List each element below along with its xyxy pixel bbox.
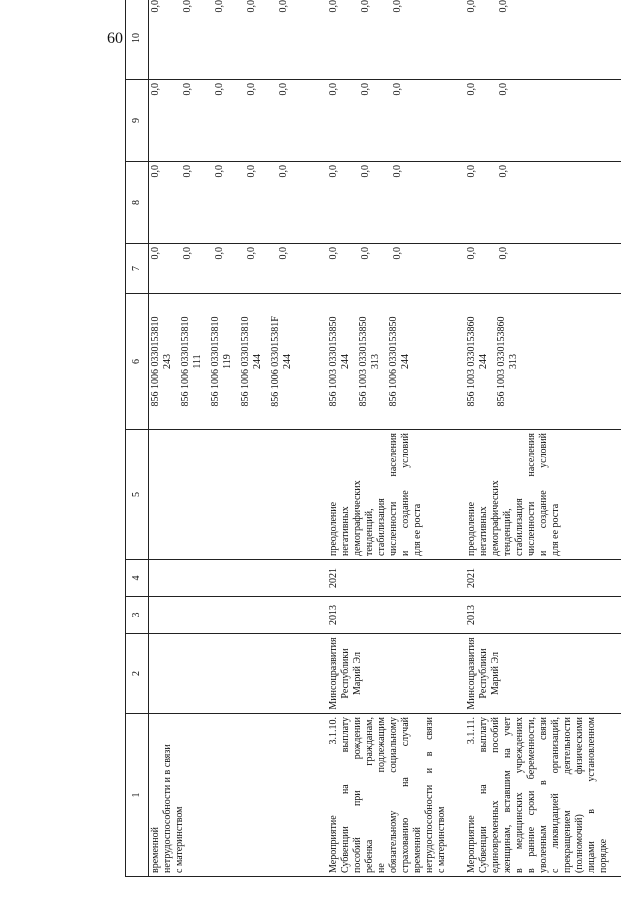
value-number: 0,0 — [246, 0, 257, 13]
value-number: 0,0 — [278, 247, 289, 260]
description-line: порядке — [598, 838, 609, 873]
description-line: нетрудоспособности и в связи — [424, 717, 435, 873]
activity-row — [465, 0, 611, 877]
value-number: 0,0 — [182, 247, 193, 260]
value-cell — [465, 0, 611, 80]
description-line: в ранние сроки беременности, — [526, 717, 537, 873]
spacer-cell — [449, 80, 465, 162]
result-line: тенденций, — [364, 508, 375, 556]
empty-cell — [149, 634, 312, 714]
budget-code: 856 1006 033015381F 244 — [270, 316, 293, 407]
end-cell — [611, 714, 621, 877]
description-line: уволенным в связи — [538, 717, 549, 873]
column-number-cell: 5 — [126, 430, 149, 560]
budget-code: 856 1006 0330153810 119 — [210, 316, 233, 407]
end-cell — [611, 634, 621, 714]
column-number-cell: 1 — [126, 714, 149, 877]
spacer-cell — [449, 0, 465, 80]
empty-cell — [149, 597, 312, 634]
spacer-cell — [311, 294, 327, 430]
value-number: 0,0 — [360, 0, 371, 13]
start-year: 2013 — [465, 597, 611, 634]
table-body — [149, 0, 622, 877]
budget-codes-cell — [327, 294, 449, 430]
description-line: с материнством — [436, 806, 447, 873]
spacer-cell — [449, 634, 465, 714]
value-number: 0,0 — [214, 247, 225, 260]
value-cell — [465, 162, 611, 244]
value-number: 0,0 — [278, 83, 289, 96]
description-line: Мероприятие 3.1.11. — [466, 717, 477, 873]
column-number-cell: 7 — [126, 244, 149, 294]
value-number: 0,0 — [182, 83, 193, 96]
result-line: численности населения — [388, 433, 399, 556]
expected-result — [465, 430, 611, 560]
program-table — [125, 0, 621, 877]
expected-result — [327, 430, 449, 560]
description-line: временной — [412, 827, 423, 873]
budget-code: 856 1006 0330153810 111 — [180, 316, 203, 407]
empty-cell — [149, 430, 312, 560]
value-number: 0,0 — [466, 165, 477, 178]
value-number: 0,0 — [498, 165, 509, 178]
budget-codes-cell — [149, 294, 312, 430]
column-number-cell: 6 — [126, 294, 149, 430]
value-number: 0,0 — [466, 0, 477, 13]
spacer-cell — [311, 0, 327, 80]
value-number: 0,0 — [214, 0, 225, 13]
budget-code: 856 1003 0330153860 313 — [496, 316, 519, 407]
activity-description — [327, 714, 449, 877]
result-line: демографических — [490, 480, 501, 556]
column-number-cell: 9 — [126, 80, 149, 162]
row-spacer — [449, 0, 465, 877]
spacer-cell — [449, 714, 465, 877]
value-number: 0,0 — [360, 83, 371, 96]
description-line: не подлежащим — [376, 717, 387, 873]
empty-cell — [149, 560, 312, 597]
result-line: и создание условий — [400, 433, 411, 556]
value-number: 0,0 — [278, 165, 289, 178]
spacer-cell — [311, 162, 327, 244]
spacer-cell — [311, 560, 327, 597]
value-number: 0,0 — [392, 0, 403, 13]
value-number: 0,0 — [392, 247, 403, 260]
end-year: 2021 — [327, 560, 449, 597]
value-number: 0,0 — [466, 83, 477, 96]
spacer-cell — [311, 634, 327, 714]
column-number-cell: 2 — [126, 634, 149, 714]
spacer-cell — [311, 597, 327, 634]
end-cell — [611, 430, 621, 560]
description-line: лицами в установленном — [586, 717, 597, 873]
value-cell — [149, 0, 312, 80]
result-line: демографических — [352, 480, 363, 556]
description-line: с ликвидацией организаций, — [550, 717, 561, 873]
value-cell — [465, 244, 611, 294]
value-number: 0,0 — [392, 165, 403, 178]
budget-code: 856 1003 0330153860 244 — [466, 316, 489, 407]
spacer-cell — [449, 430, 465, 560]
value-number: 0,0 — [150, 83, 161, 96]
result-line: для ее роста — [550, 503, 561, 556]
description-line: страхованию на случай — [400, 717, 411, 873]
value-number: 0,0 — [498, 247, 509, 260]
description-line: Субвенции на выплату — [478, 717, 489, 873]
value-number: 0,0 — [498, 83, 509, 96]
result-line: тенденций, — [502, 508, 513, 556]
description-line: Мероприятие 3.1.10. — [328, 717, 339, 873]
value-cell — [327, 80, 449, 162]
executor-line: Республики — [340, 648, 351, 699]
rotated-table-wrapper — [125, 0, 639, 877]
description-line: Субвенции на выплату — [340, 717, 351, 873]
value-number: 0,0 — [246, 247, 257, 260]
value-number: 0,0 — [246, 83, 257, 96]
result-line: численности населения — [526, 433, 537, 556]
spacer-cell — [311, 714, 327, 877]
description-line: обязательному социальному — [388, 717, 399, 873]
end-cell — [611, 244, 621, 294]
value-number: 0,0 — [328, 165, 339, 178]
row-description — [149, 714, 312, 877]
description-line: прекращением деятельности — [562, 717, 573, 873]
value-cell — [149, 244, 312, 294]
budget-code: 856 1006 0330153810 243 — [150, 316, 173, 407]
value-number: 0,0 — [360, 165, 371, 178]
value-cell — [149, 162, 312, 244]
responsible-executor — [465, 634, 611, 714]
result-line: преодоление — [328, 501, 339, 556]
budget-code: 856 1003 0330153850 313 — [358, 316, 381, 407]
table-end-row — [611, 0, 621, 877]
result-line: стабилизация — [376, 498, 387, 556]
description-line: нетрудоспособности и в связи — [162, 744, 173, 873]
value-number: 0,0 — [328, 247, 339, 260]
description-line: (полномочий) физическими — [574, 717, 585, 873]
spacer-cell — [449, 294, 465, 430]
end-cell — [611, 597, 621, 634]
activity-description — [465, 714, 611, 877]
spacer-cell — [449, 244, 465, 294]
executor-line: Республики — [478, 648, 489, 699]
value-number: 0,0 — [150, 0, 161, 13]
end-cell — [611, 560, 621, 597]
column-number-cell: 10 — [126, 0, 149, 80]
result-line: для ее роста — [412, 503, 423, 556]
spacer-cell — [449, 560, 465, 597]
end-cell — [611, 0, 621, 80]
end-cell — [611, 294, 621, 430]
result-line: негативных — [340, 506, 351, 556]
value-cell — [327, 0, 449, 80]
value-number: 0,0 — [392, 83, 403, 96]
executor-line: Марий Эл — [490, 652, 501, 695]
description-line: с материнством — [174, 806, 185, 873]
budget-code: 856 1006 0330153810 244 — [240, 316, 263, 407]
executor-line: Минсоцразвития — [466, 637, 477, 710]
value-number: 0,0 — [214, 165, 225, 178]
value-cell — [327, 162, 449, 244]
spacer-cell — [311, 244, 327, 294]
value-number: 0,0 — [328, 83, 339, 96]
responsible-executor — [327, 634, 449, 714]
budget-code: 856 1003 0330153850 244 — [328, 316, 351, 407]
value-cell — [465, 80, 611, 162]
value-number: 0,0 — [498, 0, 509, 13]
activity-row — [327, 0, 449, 877]
result-line: негативных — [478, 506, 489, 556]
value-number: 0,0 — [278, 0, 289, 13]
description-line: единовременных пособий — [490, 717, 501, 873]
description-line: пособий при рождении — [352, 717, 363, 873]
page-number: 60 — [107, 30, 123, 47]
column-number-cell: 3 — [126, 597, 149, 634]
value-number: 0,0 — [328, 0, 339, 13]
end-year: 2021 — [465, 560, 611, 597]
value-number: 0,0 — [466, 247, 477, 260]
value-number: 0,0 — [182, 0, 193, 13]
value-number: 0,0 — [246, 165, 257, 178]
spacer-cell — [449, 162, 465, 244]
executor-line: Марий Эл — [352, 652, 363, 695]
value-number: 0,0 — [182, 165, 193, 178]
row-spacer — [311, 0, 327, 877]
column-number-cell: 4 — [126, 560, 149, 597]
value-number: 0,0 — [150, 165, 161, 178]
spacer-cell — [311, 430, 327, 560]
spacer-cell — [449, 597, 465, 634]
end-cell — [611, 80, 621, 162]
value-cell — [327, 244, 449, 294]
value-number: 0,0 — [360, 247, 371, 260]
end-cell — [611, 162, 621, 244]
budget-codes-cell — [465, 294, 611, 430]
executor-line: Минсоцразвития — [328, 637, 339, 710]
description-line: женщинам, вставшим на учет — [502, 717, 513, 873]
description-line: в медицинских учреждениях — [514, 717, 525, 873]
column-number-header — [126, 0, 149, 877]
description-line: временной — [150, 827, 161, 873]
start-year: 2013 — [327, 597, 449, 634]
spacer-cell — [311, 80, 327, 162]
result-line: стабилизация — [514, 498, 525, 556]
value-number: 0,0 — [150, 247, 161, 260]
column-number-cell: 8 — [126, 162, 149, 244]
value-number: 0,0 — [214, 83, 225, 96]
description-line: ребенка гражданам, — [364, 717, 375, 873]
continuation-row — [149, 0, 312, 877]
result-line: и создание условий — [538, 433, 549, 556]
value-cell — [149, 80, 312, 162]
budget-code: 856 1006 0330153850 244 — [388, 316, 411, 407]
result-line: преодоление — [466, 501, 477, 556]
